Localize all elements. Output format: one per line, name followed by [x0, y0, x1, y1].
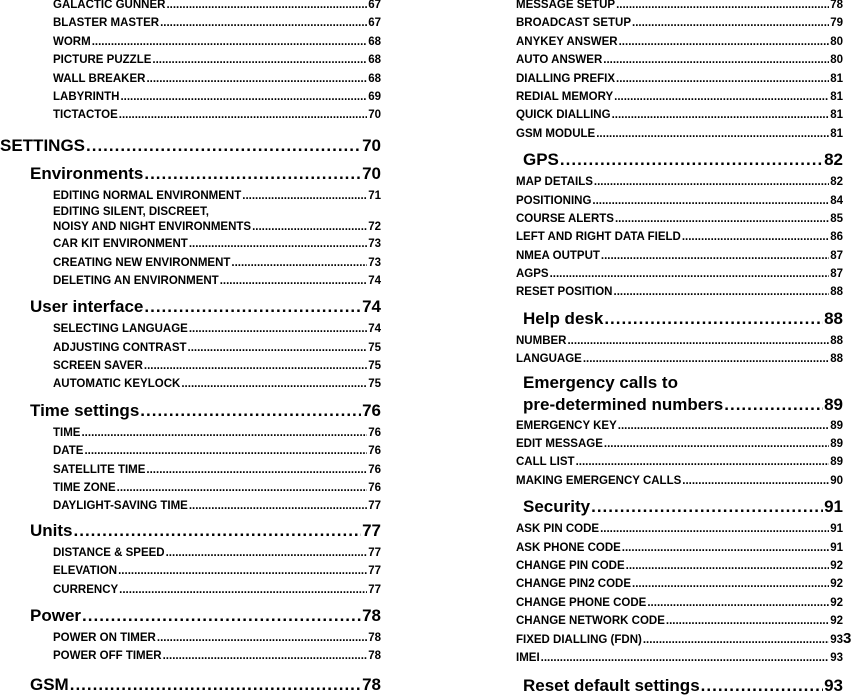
toc-entry-page: 93 — [830, 633, 843, 646]
toc-entry[interactable] — [516, 88, 843, 106]
dot-leader — [643, 631, 829, 649]
dot-leader — [181, 375, 367, 393]
toc-entry[interactable] — [516, 210, 843, 228]
dot-leader — [81, 424, 367, 442]
toc-left-column — [0, 0, 381, 698]
toc-entry-title: MAKING EMERGENCY CALLS — [516, 474, 682, 487]
dot-leader — [560, 147, 823, 173]
toc-entry-page: 87 — [830, 268, 843, 281]
toc-entry-title: SELECTING LANGUAGE — [53, 323, 188, 336]
toc-entry-page: 82 — [824, 150, 843, 170]
toc-entry-title: GSM MODULE — [516, 127, 596, 140]
dot-leader — [682, 472, 829, 490]
toc-entry-page: 82 — [830, 176, 843, 189]
dot-leader — [118, 562, 367, 580]
toc-entry-title: POWER ON TIMER — [53, 631, 156, 644]
toc-entry-title: DISTANCE & SPEED — [53, 546, 165, 559]
dot-leader — [619, 33, 830, 51]
toc-entry-title: CREATING NEW ENVIRONMENT — [53, 256, 231, 269]
dot-leader — [541, 649, 830, 667]
toc-entry-page: 76 — [368, 482, 381, 495]
toc-entry-page: 75 — [368, 378, 381, 391]
dot-leader — [166, 0, 367, 14]
toc-entry-page: 68 — [368, 35, 381, 48]
dot-leader — [86, 133, 361, 159]
toc-entry-page: 70 — [362, 135, 381, 155]
toc-entry-page: 68 — [368, 72, 381, 85]
toc-entry-page: 93 — [830, 651, 843, 664]
toc-entry-page: 81 — [830, 127, 843, 140]
toc-entry[interactable] — [53, 187, 381, 205]
toc-entry-title: LEFT AND RIGHT DATA FIELD — [516, 231, 681, 244]
toc-entry-page: 85 — [830, 212, 843, 225]
toc-entry-title: CHANGE PIN2 CODE — [516, 578, 632, 591]
toc-entry[interactable] — [516, 51, 843, 69]
dot-leader — [157, 629, 367, 647]
toc-entry-title: LABYRINTH — [53, 90, 120, 103]
toc-entry-page: 76 — [368, 463, 381, 476]
dot-leader — [74, 518, 362, 544]
toc-entry-page: 74 — [368, 274, 381, 287]
toc-entry-page: 91 — [830, 523, 843, 536]
toc-section-heading[interactable] — [30, 518, 381, 544]
dot-leader — [594, 173, 829, 191]
toc-entry-page: 67 — [368, 0, 381, 11]
toc-entry-title: AUTO ANSWER — [516, 54, 603, 67]
toc-section-heading[interactable] — [523, 373, 843, 417]
dot-leader — [117, 479, 368, 497]
toc-entry-title: BLASTER MASTER — [53, 17, 160, 30]
toc-entry-page: 73 — [368, 256, 381, 269]
dot-leader — [146, 461, 367, 479]
toc-entry-page: 86 — [830, 231, 843, 244]
toc-entry[interactable] — [516, 0, 843, 14]
toc-entry[interactable] — [516, 283, 843, 301]
dot-leader — [189, 497, 367, 515]
toc-entry-page: 89 — [830, 438, 843, 451]
toc-entry-title: CHANGE PIN CODE — [516, 559, 625, 572]
toc-entry-title: ADJUSTING CONTRAST — [53, 341, 187, 354]
dot-leader — [220, 272, 368, 290]
toc-entry-page: 81 — [830, 109, 843, 122]
toc-entry-title: WALL BREAKER — [53, 72, 146, 85]
dot-leader — [583, 350, 829, 368]
toc-entry-title: DIALLING PREFIX — [516, 72, 616, 85]
toc-entry-page: 71 — [368, 189, 381, 202]
toc-entry-title: MESSAGE SETUP — [516, 0, 616, 11]
dot-leader — [567, 332, 829, 350]
toc-entry[interactable] — [53, 647, 381, 665]
dot-leader — [144, 161, 361, 187]
toc-entry[interactable] — [53, 562, 381, 580]
toc-entry-page: 67 — [368, 17, 381, 30]
dot-leader — [188, 339, 368, 357]
dot-leader — [701, 673, 823, 699]
dot-leader — [614, 88, 829, 106]
dot-leader — [601, 247, 829, 265]
toc-entry-page: 78 — [368, 631, 381, 644]
toc-entry[interactable] — [516, 472, 843, 490]
toc-entry[interactable] — [53, 106, 381, 124]
toc-entry[interactable] — [53, 629, 381, 647]
toc-entry[interactable] — [53, 357, 381, 375]
toc-entry-page: 78 — [362, 605, 381, 625]
toc-entry-title: PICTURE PUZZLE — [53, 54, 152, 67]
toc-entry[interactable] — [516, 435, 843, 453]
toc-entry[interactable] — [516, 125, 843, 143]
toc-entry[interactable] — [53, 320, 381, 338]
dot-leader — [682, 228, 829, 246]
toc-entry-page: 91 — [824, 497, 843, 517]
toc-entry-title: DAYLIGHT-SAVING TIME — [53, 500, 188, 513]
toc-entry-title: BROADCAST SETUP — [516, 17, 632, 30]
dot-leader — [632, 575, 829, 593]
toc-entry-title: TIME — [53, 426, 81, 439]
toc-entry-page: 77 — [368, 583, 381, 596]
toc-entry[interactable] — [53, 424, 381, 442]
toc-entry-page: 77 — [362, 520, 381, 540]
toc-entry-title: NMEA OUTPUT — [516, 249, 600, 262]
toc-entry-title: CHANGE PHONE CODE — [516, 596, 647, 609]
toc-entry[interactable] — [516, 417, 843, 435]
toc-entry[interactable] — [516, 228, 843, 246]
toc-entry-title: Reset default settings — [523, 676, 700, 696]
dot-leader — [92, 33, 368, 51]
dot-leader — [603, 51, 829, 69]
toc-entry-title: EDIT MESSAGE — [516, 438, 603, 451]
toc-entry[interactable] — [53, 33, 381, 51]
toc-entry-page: 78 — [830, 0, 843, 11]
toc-entry-page: 73 — [368, 238, 381, 251]
dot-leader — [600, 520, 829, 538]
dot-leader — [70, 672, 361, 698]
toc-entry-title: Power — [30, 605, 82, 625]
toc-entry[interactable] — [516, 33, 843, 51]
toc-entry-title: ASK PHONE CODE — [516, 541, 621, 554]
toc-entry[interactable] — [516, 453, 843, 471]
toc-entry[interactable] — [516, 520, 843, 538]
toc-entry[interactable] — [53, 254, 381, 272]
toc-entry-title: POSITIONING — [516, 194, 592, 207]
toc-section-heading[interactable] — [30, 398, 381, 424]
toc-entry[interactable] — [53, 235, 381, 253]
dot-leader — [604, 435, 829, 453]
toc-entry-page: 81 — [830, 90, 843, 103]
toc-entry-page: 76 — [362, 400, 381, 420]
toc-entry-page: 80 — [830, 35, 843, 48]
dot-leader — [242, 187, 367, 205]
toc-entry-title: IMEI — [516, 651, 540, 664]
toc-entry-page: 89 — [830, 419, 843, 432]
dot-leader — [622, 539, 829, 557]
dot-leader — [616, 0, 829, 14]
toc-entry[interactable] — [516, 173, 843, 191]
toc-entry-page: 79 — [830, 17, 843, 30]
toc-entry-title: TICTACTOE — [53, 109, 118, 122]
toc-entry-page: 74 — [362, 297, 381, 317]
toc-entry-title: CURRENCY — [53, 583, 119, 596]
toc-entry-title: ELEVATION — [53, 565, 118, 578]
dot-leader — [146, 70, 367, 88]
dot-leader — [163, 647, 368, 665]
toc-entry-page: 88 — [830, 334, 843, 347]
toc-entry-page: 76 — [368, 445, 381, 458]
dot-leader — [120, 88, 367, 106]
toc-entry[interactable] — [516, 192, 843, 210]
toc-entry-page: 92 — [830, 559, 843, 572]
toc-section-heading[interactable] — [523, 494, 843, 520]
toc-entry-page: 87 — [830, 249, 843, 262]
dot-leader — [550, 265, 830, 283]
toc-entry[interactable] — [53, 442, 381, 460]
toc-entry[interactable] — [53, 70, 381, 88]
toc-entry-title: NOISY AND NIGHT ENVIRONMENTS — [53, 221, 252, 234]
toc-entry-page: 84 — [830, 194, 843, 207]
toc-entry-page: 92 — [830, 578, 843, 591]
toc-entry[interactable] — [516, 612, 843, 630]
dot-leader — [612, 106, 830, 124]
toc-entry-title: Environments — [30, 163, 144, 183]
dot-leader — [591, 494, 823, 520]
toc-section-heading[interactable] — [523, 306, 843, 332]
dot-leader — [616, 70, 829, 88]
dot-leader — [140, 398, 361, 424]
toc-entry-title-line1: EDITING SILENT, DISCREET, — [53, 206, 209, 219]
toc-entry[interactable] — [516, 649, 843, 667]
toc-entry-page: 89 — [830, 456, 843, 469]
toc-entry-page: 78 — [368, 650, 381, 663]
toc-entry[interactable] — [516, 631, 843, 649]
toc-entry[interactable] — [53, 0, 381, 14]
toc-entry-title: EMERGENCY KEY — [516, 419, 617, 432]
toc-entry-title: CALL LIST — [516, 456, 575, 469]
dot-leader — [632, 14, 829, 32]
toc-entry-title: pre-determined numbers — [523, 394, 724, 414]
toc-entry-title: GALACTIC GUNNER — [53, 0, 166, 11]
toc-right-column — [493, 0, 843, 699]
dot-leader — [592, 192, 829, 210]
toc-entry[interactable] — [516, 539, 843, 557]
toc-entry-page: 91 — [830, 541, 843, 554]
toc-entry-page: 77 — [368, 546, 381, 559]
toc-entry[interactable] — [516, 70, 843, 88]
dot-leader — [614, 283, 830, 301]
toc-entry-page: 88 — [830, 353, 843, 366]
toc-entry[interactable] — [53, 88, 381, 106]
dot-leader — [119, 581, 367, 599]
toc-entry[interactable] — [516, 265, 843, 283]
dot-leader — [724, 393, 823, 417]
dot-leader — [647, 594, 829, 612]
toc-entry-title: Help desk — [523, 308, 604, 328]
toc-entry[interactable] — [53, 51, 381, 69]
toc-entry-page: 88 — [824, 308, 843, 328]
toc-entry[interactable] — [516, 332, 843, 350]
toc-entry-page: 72 — [368, 221, 381, 234]
toc-entry-title: DELETING AN ENVIRONMENT — [53, 274, 219, 287]
toc-entry-title: DATE — [53, 445, 84, 458]
toc-entry-page: 88 — [830, 286, 843, 299]
toc-entry-page: 77 — [368, 500, 381, 513]
toc-entry[interactable] — [516, 106, 843, 124]
toc-entry-page: 75 — [368, 360, 381, 373]
toc-entry-page: 81 — [830, 72, 843, 85]
toc-entry[interactable] — [53, 461, 381, 479]
toc-entry-title: QUICK DIALLING — [516, 109, 611, 122]
toc-entry-title: SATELLITE TIME — [53, 463, 146, 476]
toc-entry-page: 77 — [368, 565, 381, 578]
toc-entry-title: AGPS — [516, 268, 549, 281]
toc-entry-title: MAP DETAILS — [516, 176, 593, 189]
toc-entry[interactable] — [516, 594, 843, 612]
toc-entry-title: FIXED DIALLING (FDN) — [516, 633, 642, 646]
dot-leader — [160, 14, 367, 32]
dot-leader — [596, 125, 829, 143]
toc-entry[interactable] — [53, 544, 381, 562]
toc-entry-page: 70 — [368, 109, 381, 122]
toc-entry-title: TIME ZONE — [53, 482, 116, 495]
toc-section-heading[interactable] — [0, 133, 381, 159]
toc-entry-page: 90 — [830, 474, 843, 487]
toc-entry[interactable] — [53, 581, 381, 599]
toc-entry-title: User interface — [30, 297, 144, 317]
dot-leader — [252, 219, 367, 235]
dot-leader — [576, 453, 830, 471]
toc-entry-title: REDIAL MEMORY — [516, 90, 614, 103]
toc-entry-page: 68 — [368, 54, 381, 67]
toc-entry-page: 89 — [824, 394, 843, 414]
toc-entry-title: Security — [523, 497, 591, 517]
toc-entry[interactable] — [516, 247, 843, 265]
dot-leader — [152, 51, 367, 69]
toc-section-heading[interactable] — [523, 147, 843, 173]
toc-section-heading[interactable] — [30, 161, 381, 187]
toc-entry-title: POWER OFF TIMER — [53, 650, 162, 663]
dot-leader — [615, 210, 829, 228]
toc-entry[interactable] — [516, 575, 843, 593]
dot-leader — [626, 557, 830, 575]
dot-leader — [604, 306, 823, 332]
toc-entry-page: 93 — [824, 676, 843, 696]
toc-entry-page: 70 — [362, 163, 381, 183]
toc-entry-title: ANYKEY ANSWER — [516, 35, 618, 48]
toc-entry[interactable] — [53, 339, 381, 357]
toc-entry-page: 92 — [830, 615, 843, 628]
toc-entry-title: CHANGE NETWORK CODE — [516, 615, 665, 628]
toc-entry[interactable] — [516, 14, 843, 32]
toc-entry-title: RESET POSITION — [516, 286, 613, 299]
toc-entry[interactable] — [53, 497, 381, 515]
toc-entry-page: 74 — [368, 323, 381, 336]
toc-entry-title: Units — [30, 520, 73, 540]
toc-entry-title: AUTOMATIC KEYLOCK — [53, 378, 181, 391]
toc-entry-title: ASK PIN CODE — [516, 523, 600, 536]
dot-leader — [166, 544, 368, 562]
toc-entry-page: 78 — [362, 674, 381, 694]
toc-entry-title: SCREEN SAVER — [53, 360, 143, 373]
page-number: 3 — [843, 630, 852, 647]
toc-entry[interactable] — [516, 350, 843, 368]
toc-entry-page: 76 — [368, 426, 381, 439]
toc-entry-page: 80 — [830, 54, 843, 67]
dot-leader — [144, 294, 361, 320]
toc-entry-page: 75 — [368, 341, 381, 354]
toc-entry-title: LANGUAGE — [516, 353, 582, 366]
dot-leader — [231, 254, 367, 272]
toc-entry[interactable] — [53, 205, 381, 235]
toc-entry-page: 69 — [368, 90, 381, 103]
toc-entry[interactable] — [53, 14, 381, 32]
toc-entry-title: WORM — [53, 35, 91, 48]
toc-entry-title: NUMBER — [516, 334, 567, 347]
dot-leader — [189, 235, 367, 253]
dot-leader — [666, 612, 829, 630]
toc-entry-page: 92 — [830, 596, 843, 609]
toc-entry[interactable] — [53, 375, 381, 393]
dot-leader — [84, 442, 367, 460]
dot-leader — [144, 357, 367, 375]
toc-entry-title: GSM — [30, 674, 69, 694]
dot-leader — [82, 603, 361, 629]
toc-section-heading[interactable] — [523, 673, 843, 699]
dot-leader — [189, 320, 367, 338]
toc-entry-title: SETTINGS — [0, 135, 86, 155]
toc-entry-title: EDITING NORMAL ENVIRONMENT — [53, 189, 242, 202]
toc-entry[interactable] — [516, 557, 843, 575]
toc-entry-title: COURSE ALERTS — [516, 212, 614, 225]
toc-entry[interactable] — [53, 479, 381, 497]
dot-leader — [618, 417, 829, 435]
toc-entry-title-line1: Emergency calls to — [523, 372, 678, 392]
toc-entry-title: Time settings — [30, 400, 140, 420]
toc-entry-title: GPS — [523, 150, 559, 170]
dot-leader — [119, 106, 367, 124]
toc-section-heading[interactable] — [30, 603, 381, 629]
toc-entry[interactable] — [53, 272, 381, 290]
toc-section-heading[interactable] — [30, 294, 381, 320]
toc-section-heading[interactable] — [30, 672, 381, 698]
toc-entry-title: CAR KIT ENVIRONMENT — [53, 238, 188, 251]
